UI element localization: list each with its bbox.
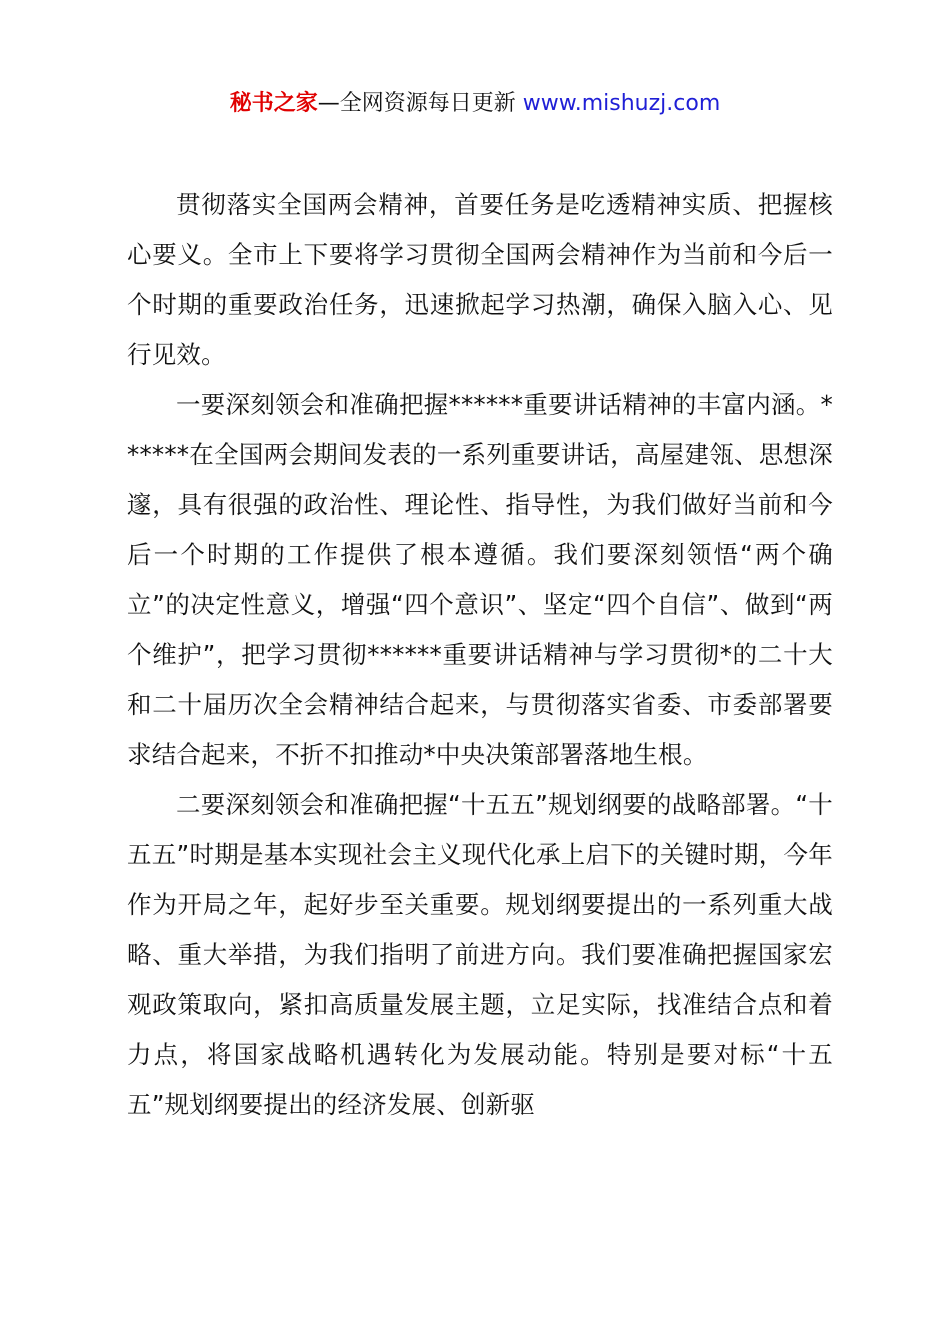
site-brand: 秘书之家	[229, 91, 318, 116]
site-header	[0, 88, 950, 120]
paragraph-point-two: 二要深刻领会和准确把握“十五五”规划纲要的战略部署。“十五五”时期是基本实现社会主义现代化承上启下的关键时期，今年作为开局之年，起好步至关重要。规划纲要提出的一系列重大战略、重大举措，为我们指明了前进方向。我们要准确把握国家宏观政策取向，紧扣高质量发展主题，立足实际，找准结合点和着力点，将国家战略机遇转化为发展动能。特别是要对标“十五五”规划纲要提出的经济发展、创新驱	[127, 790, 833, 1119]
document-body	[127, 180, 833, 1130]
site-tagline: —全网资源每日更新	[317, 91, 516, 116]
site-url-link[interactable]: www.mishuzj.com	[522, 91, 721, 116]
paragraph-point-one: 一要深刻领会和准确把握******重要讲话精神的丰富内涵。******在全国两会期间发表的一系列重要讲话，高屋建瓴、思想深邃，具有很强的政治性、理论性、指导性，为我们做好当前和今后一个时期的工作提供了根本遵循。我们要深刻领悟“两个确立”的决定性意义，增强“四个意识”、坚定“四个自信”、做到“两个维护”，把学习贯彻******重要讲话精神与学习贯彻*的二十大和二十届历次全会精神结合起来，与贯彻落实省委、市委部署要求结合起来，不折不扣推动*中央决策部署落地生根。	[127, 390, 833, 769]
paragraph-intro: 贯彻落实全国两会精神，首要任务是吃透精神实质、把握核心要义。全市上下要将学习贯彻全国两会精神作为当前和今后一个时期的重要政治任务，迅速掀起学习热潮，确保入脑入心、见行见效。	[127, 190, 833, 369]
